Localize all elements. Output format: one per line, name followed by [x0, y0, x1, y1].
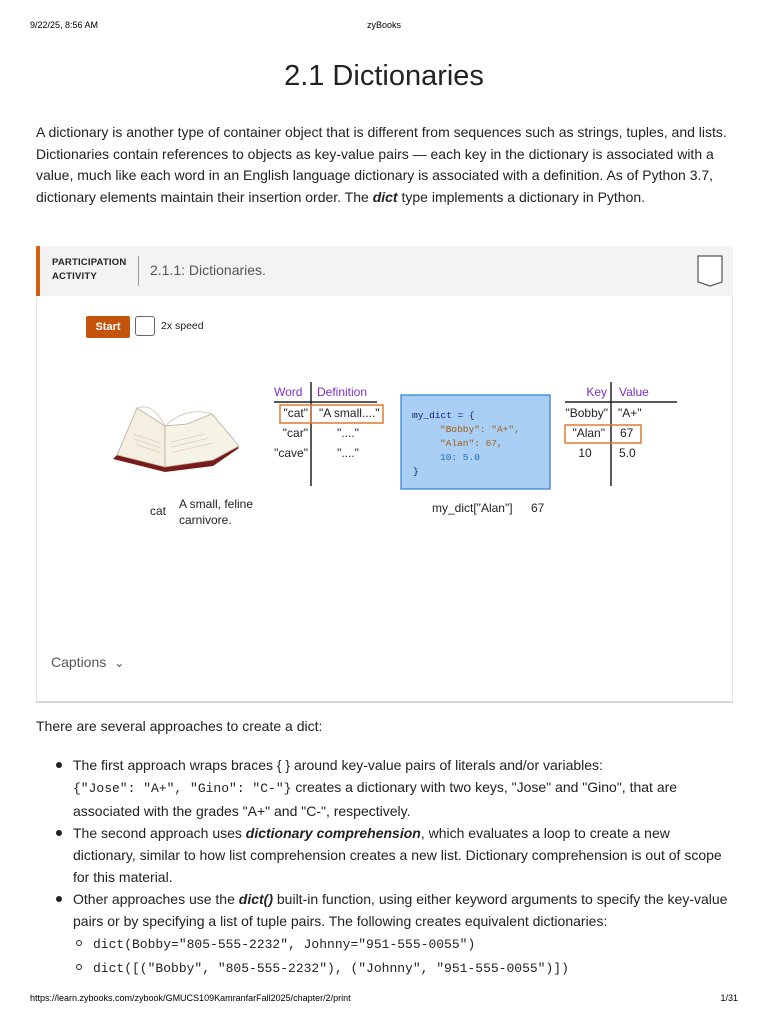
circle-bullet-icon: [76, 940, 82, 946]
code-line: }: [413, 466, 419, 477]
first-approach-text-end: creates a dictionary with two keys, "Jose" and "Gino", that are associated with the grades "A+" and "C-", respectively.: [73, 779, 678, 819]
book-definition-line-1: A small, feline: [179, 497, 254, 511]
print-site-name: zyBooks: [366, 20, 401, 30]
sub-list-item: [56, 956, 731, 980]
value-cell: 5.0: [619, 446, 636, 460]
dict-example-code: dict(Bobby="805-555-2232", Johnny="951-555-0055"): [93, 937, 476, 952]
code-line: 10: 5.0: [440, 452, 480, 463]
book-definition-line-2: carnivore.: [179, 513, 232, 527]
key-cell: 10: [578, 446, 592, 460]
captions-toggle[interactable]: [51, 654, 124, 670]
value-header: Value: [619, 385, 649, 399]
intro-text-end: type implements a dictionary in Python.: [397, 188, 646, 205]
key-cell: "Alan": [572, 426, 605, 440]
bullet-icon: [56, 830, 62, 836]
participation-activity-label: PARTICIPATION ACTIVITY: [52, 257, 127, 282]
print-header: [30, 20, 738, 34]
word-cell: "car": [282, 426, 308, 440]
chevron-down-icon: ⌄: [114, 656, 125, 670]
open-book-image: [113, 407, 239, 472]
value-cell: "A+": [618, 406, 642, 420]
word-cell: "cat": [283, 406, 308, 420]
start-button[interactable]: Start: [86, 316, 130, 338]
circle-bullet-icon: [76, 964, 82, 970]
intro-paragraph: [36, 122, 730, 208]
speed-label: 2x speed: [161, 320, 204, 332]
dictionary-animation: [37, 296, 734, 656]
approaches-list: [56, 754, 731, 980]
list-item-first-approach: [56, 754, 731, 822]
definition-cell: "....": [337, 446, 359, 460]
captions-label: Captions: [51, 654, 107, 670]
header-divider: [138, 256, 139, 286]
activity-title: 2.1.1: Dictionaries.: [150, 262, 266, 278]
dict-function-term: dict(): [238, 891, 273, 907]
second-approach-text: The second approach uses: [73, 825, 246, 841]
first-approach-code: {"Jose": "A+", "Gino": "C-"}: [73, 781, 292, 796]
list-item-second-approach: [56, 822, 731, 888]
print-page-number: 1/31: [720, 993, 738, 1003]
code-line: "Bobby": "A+",: [440, 424, 520, 435]
second-approach-text-end: , which evaluates a loop to create a new dictionary, similar to how list comprehension creates a new list. Dictionary comprehension is out of scope for this material.: [73, 825, 722, 885]
key-cell: "Bobby": [565, 406, 608, 420]
third-approach-text: Other approaches use the: [73, 891, 239, 907]
page-title: 2.1 Dictionaries: [284, 60, 484, 92]
bullet-icon: [56, 896, 62, 902]
lookup-result: 67: [531, 501, 545, 515]
dictionary-comprehension-term: dictionary comprehension: [245, 825, 421, 841]
print-url: https://learn.zybooks.com/zybook/GMUCS109KamranfarFall2025/chapter/2/print: [30, 993, 351, 1003]
intro-dict-term: dict: [372, 188, 398, 205]
code-line: "Alan": 67,: [440, 438, 503, 449]
sub-list-item: [56, 932, 731, 956]
code-line: my_dict = {: [412, 410, 475, 421]
lookup-expression: my_dict["Alan"]: [432, 501, 513, 515]
participation-activity: [36, 246, 733, 703]
code-box: [401, 395, 550, 489]
list-item-third-approach: [56, 888, 731, 932]
word-header: Word: [274, 385, 303, 399]
section-intro: There are several approaches to create a dict:: [36, 718, 323, 734]
intro-text-start: A dictionary is another type of container object that is different from sequences such as strings, tuples, and lists. Dictionaries contain references to objects as key-value pairs — each key in the dictionary is associated with a value, much like each word in an English language dictionary is associated with a definition. As of Python 3.7, dictionary elements maintain their insertion order. The: [36, 124, 727, 205]
print-datetime: 9/22/25, 8:56 AM: [30, 20, 99, 30]
book-word: cat: [150, 504, 167, 518]
value-cell: 67: [620, 426, 634, 440]
word-definition-table: [274, 382, 383, 486]
key-header: Key: [586, 385, 607, 399]
first-approach-text: The first approach wraps braces { } around key-value pairs of literals and/or variables:: [73, 757, 603, 773]
definition-cell: "A small....": [319, 406, 380, 420]
word-cell: "cave": [274, 446, 308, 460]
dict-example-code: dict([("Bobby", "805-555-2232"), ("Johnny", "951-555-0055")]): [93, 961, 569, 976]
bookmark-icon[interactable]: [697, 255, 723, 287]
activity-header: [36, 246, 733, 296]
bullet-icon: [56, 762, 62, 768]
third-approach-text-end: built-in function, using either keyword arguments to specify the key-value pairs or by specifying a list of tuple pairs. The following creates equivalent dictionaries:: [73, 891, 728, 929]
key-value-table: [565, 382, 677, 486]
definition-cell: "....": [337, 426, 359, 440]
activity-body: [36, 296, 733, 701]
definition-header: Definition: [317, 385, 368, 399]
